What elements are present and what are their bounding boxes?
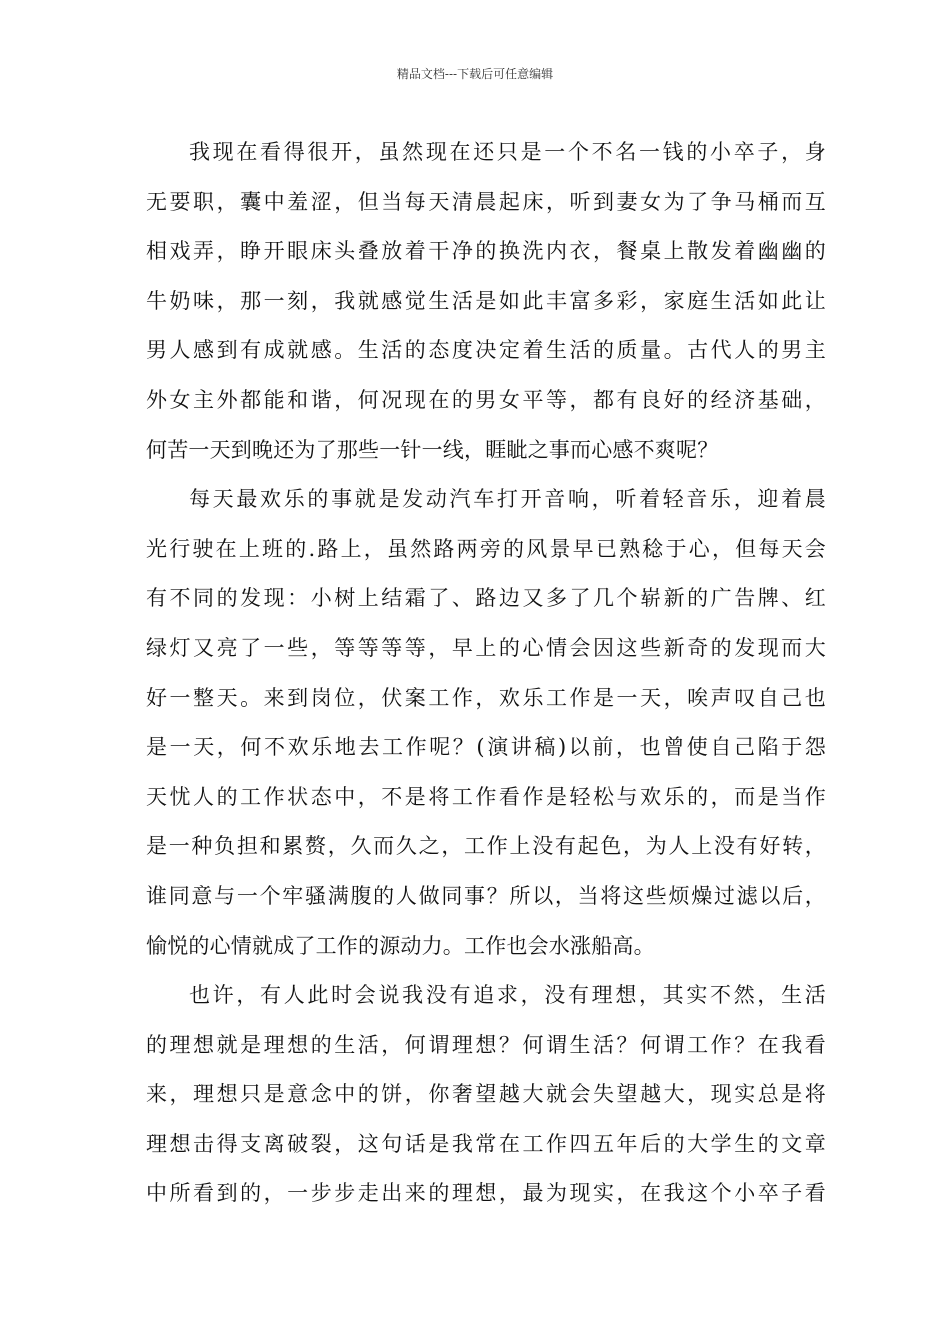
paragraph-3-line-1: 也许，有人此时会说我没有追求，没有理想，其实不然，生活 [189, 983, 826, 1008]
paragraph-2-line-1: 每天最欢乐的事就是发动汽车打开音响，听着轻音乐，迎着晨 [189, 487, 826, 512]
page-header: 精品文档---下载后可任意编辑 [396, 67, 554, 81]
paragraph-1-line-5: 男人感到有成就感。生活的态度决定着生活的质量。古代人的男主 [146, 338, 826, 363]
paragraph-2-line-8: 是一种负担和累赘，久而久之，工作上没有起色，为人上没有好转， [146, 834, 826, 859]
document-body [146, 132, 826, 1223]
paragraph-2-line-4: 绿灯又亮了一些，等等等等，早上的心情会因这些新奇的发现而大 [146, 635, 826, 660]
paragraph-1-line-6: 外女主外都能和谐，何况现在的男女平等，都有良好的经济基础， [146, 387, 826, 412]
paragraph-2-line-6: 是一天，何不欢乐地去工作呢？(演讲稿)以前，也曾使自己陷于怨 [146, 735, 826, 760]
paragraph-3-line-5: 中所看到的，一步步走出来的理想，最为现实，在我这个小卒子看 [146, 1181, 826, 1206]
paragraph-1-line-4: 牛奶味，那一刻，我就感觉生活是如此丰富多彩，家庭生活如此让 [146, 288, 826, 313]
paragraph-2-line-2: 光行驶在上班的.路上，虽然路两旁的风景早已熟稔于心，但每天会 [146, 536, 826, 561]
paragraph-2-line-7: 天忧人的工作状态中，不是将工作看作是轻松与欢乐的，而是当作 [146, 784, 826, 809]
paragraph-1-line-3: 相戏弄，睁开眼床头叠放着干净的换洗内衣，餐桌上散发着幽幽的 [146, 239, 826, 264]
paragraph-3-line-4: 理想击得支离破裂，这句话是我常在工作四五年后的大学生的文章 [146, 1131, 826, 1156]
paragraph-2-line-5: 好一整天。来到岗位，伏案工作，欢乐工作是一天，唉声叹自己也 [146, 685, 826, 710]
paragraph-1-line-2: 无要职，囊中羞涩，但当每天清晨起床，听到妻女为了争马桶而互 [146, 189, 826, 214]
paragraph-1-line-7: 何苦一天到晚还为了那些一针一线，睚眦之事而心感不爽呢？ [146, 437, 719, 462]
paragraph-3-line-2: 的理想就是理想的生活，何谓理想？何谓生活？何谓工作？在我看 [146, 1032, 826, 1057]
paragraph-1-line-1: 我现在看得很开，虽然现在还只是一个不名一钱的小卒子，身 [189, 140, 826, 164]
paragraph-2-line-3: 有不同的发现：小树上结霜了、路边又多了几个崭新的广告牌、红 [146, 586, 826, 611]
paragraph-3-line-3: 来，理想只是意念中的饼，你奢望越大就会失望越大，现实总是将 [146, 1082, 826, 1107]
paragraph-2-line-9: 谁同意与一个牢骚满腹的人做同事？所以，当将这些烦燥过滤以后， [146, 883, 826, 908]
paragraph-2-line-10: 愉悦的心情就成了工作的源动力。工作也会水涨船高。 [146, 933, 655, 958]
